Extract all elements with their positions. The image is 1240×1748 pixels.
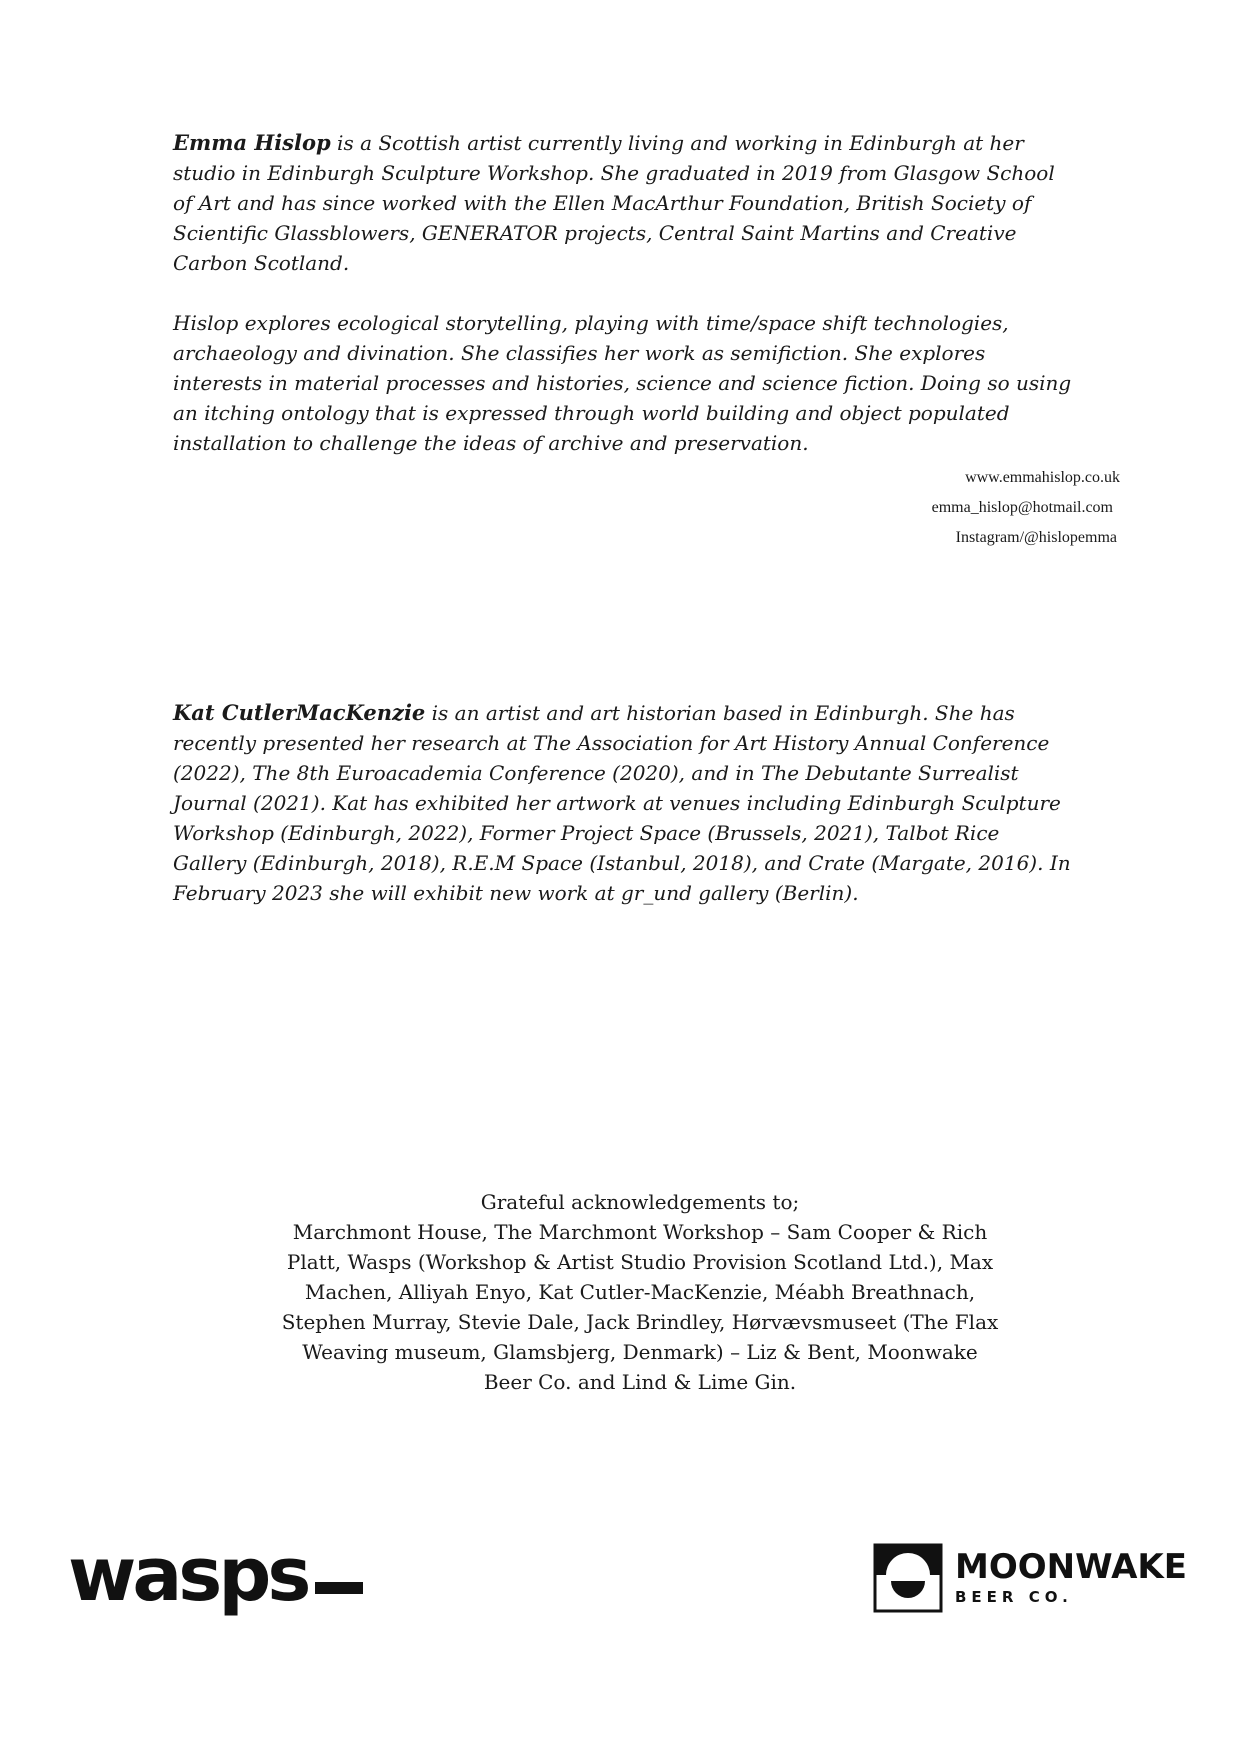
- wasps-logo: [68, 1532, 363, 1618]
- emma-hislop-bio: [173, 128, 1073, 458]
- emma-intro-paragraph: [173, 128, 1073, 278]
- kat-cutlermackenzie-bio: [173, 698, 1073, 908]
- kat-bio-text: is an artist and art historian based in Edinburgh. She has recently presented her research at The Association for Art History Annual Conference (2022), The 8th Euroacademia Conference (2020), and in The Debutante Surrealist Journal (2021). Kat has exhibited her artwork at venues including Edinburgh Sculpture Workshop (Edinburgh, 2022), Former Project Space (Brussels, 2021), Talbot Rice Gallery (Edinburgh, 2018), R.E.M Space (Istanbul, 2018), and Crate (Margate, 2016). In February 2023 she will exhibit new work at gr_und gallery (Berlin).: [173, 701, 1071, 905]
- moonwake-wordmark: [955, 1548, 1187, 1608]
- acknowledgements: [280, 1187, 1000, 1397]
- emma-contacts: [932, 463, 1120, 553]
- emma-intro-text: is a Scottish artist currently living and working in Edinburgh at her studio in Edinburgh Sculpture Workshop. She graduated in 2019 from Glasgow School of Art and has since worked with the Ellen MacArthur Foundation, British Society of Scientific Glassblowers, GENERATOR projects, Central Saint Martins and Creative Carbon Scotland.: [173, 131, 1055, 275]
- email-link[interactable]: emma_hislop@hotmail.com: [931, 499, 1113, 516]
- instagram-link[interactable]: Instagram/@hislopemma: [955, 529, 1117, 546]
- moonwake-moon-icon: [873, 1543, 943, 1613]
- emma-name: Emma Hislop: [173, 130, 331, 155]
- moonwake-subtitle: BEER CO.: [955, 1588, 1073, 1606]
- kat-paragraph: [173, 698, 1073, 908]
- website-link[interactable]: www.emmahislop.co.uk: [965, 469, 1120, 486]
- wasps-underscore-mark: [315, 1582, 363, 1594]
- moonwake-name: MOONWAKE: [955, 1547, 1187, 1587]
- acknowledgements-body: Marchmont House, The Marchmont Workshop – Sam Cooper & Rich Platt, Wasps (Workshop & Artist Studio Provision Scotland Ltd.), Max Machen, Alliyah Enyo, Kat Cutler-MacKenzie, Méabh Breathnach, Stephen Murray, Stevie Dale, Jack Brindley, Hørvævsmuseet (The Flax Weaving museum, Glamsbjerg, Denmark) – Liz & Bent, Moonwake Beer Co. and Lind & Lime Gin.: [281, 1220, 999, 1394]
- moonwake-logo: [873, 1543, 1187, 1613]
- acknowledgements-heading: Grateful acknowledgements to;: [480, 1190, 800, 1214]
- emma-practice-paragraph: Hislop explores ecological storytelling, playing with time/space shift technologies, archaeology and divination. She classifies her work as semifiction. She explores interests in material processes and histories, science and science fiction. Doing so using an itching ontology that is expressed through world building and object populated installation to challenge the ideas of archive and preservation.: [173, 311, 1072, 455]
- kat-name: Kat CutlerMacKenzie: [173, 700, 426, 725]
- wasps-wordmark: wasps: [68, 1532, 308, 1618]
